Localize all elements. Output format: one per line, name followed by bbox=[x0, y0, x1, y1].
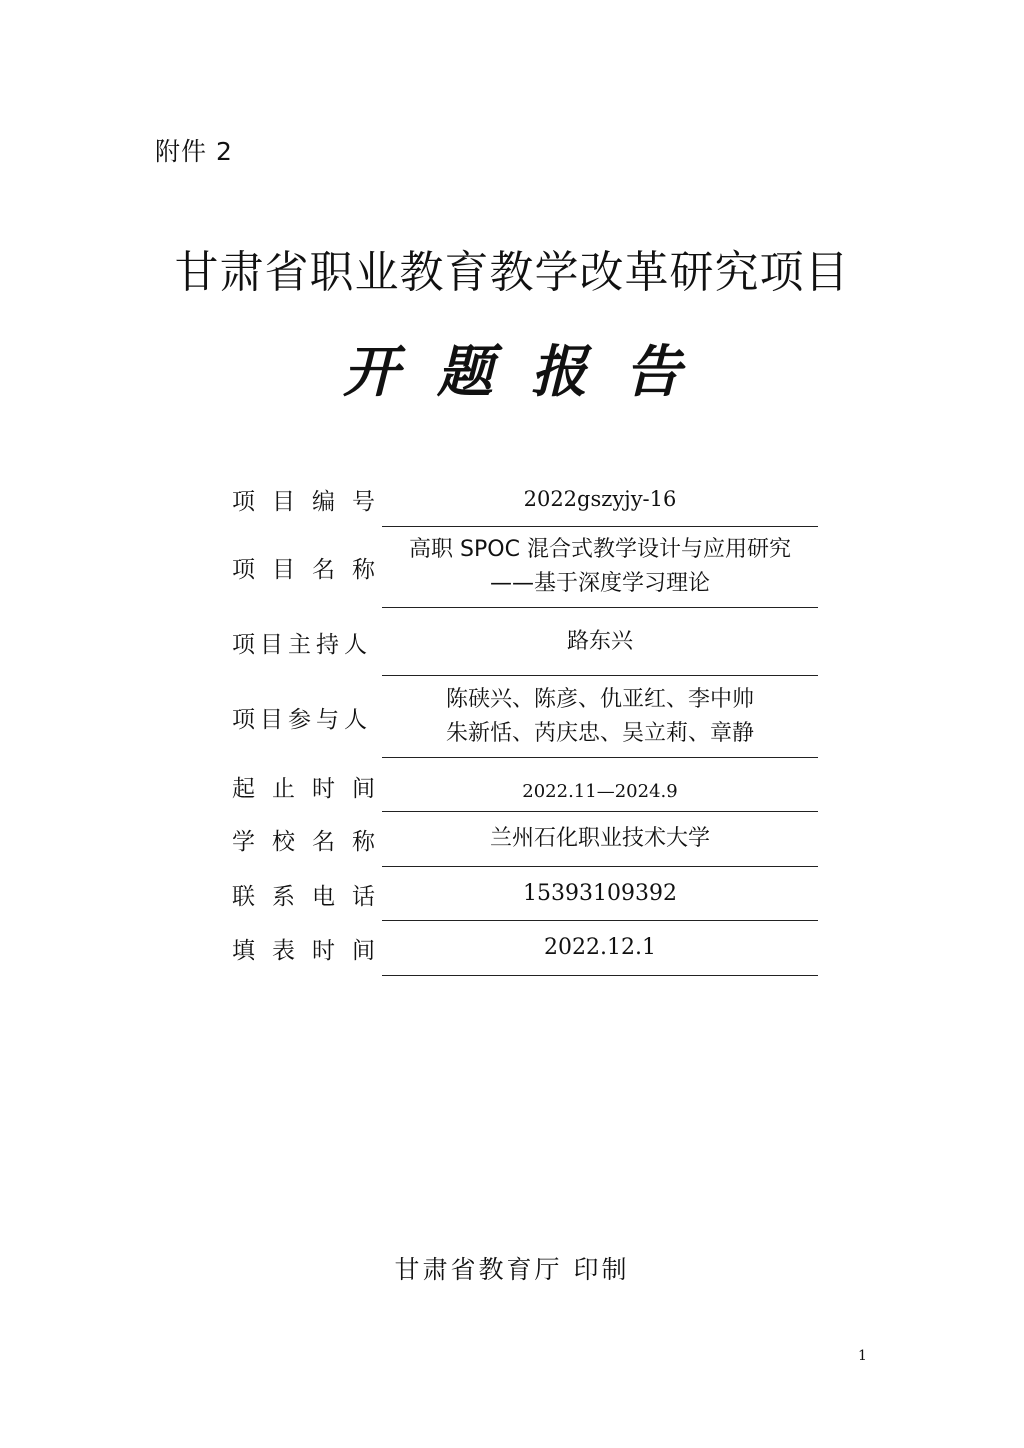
participants-line2: 朱新恬、芮庆忠、吴立莉、章静 bbox=[445, 720, 754, 746]
participants-line1: 陈硖兴、陈彦、仇亚红、李中帅 bbox=[445, 686, 754, 712]
fill-date-row bbox=[232, 921, 818, 976]
project-participants-value bbox=[382, 676, 818, 758]
document-title: 甘肃省职业教育教学改革研究项目 bbox=[174, 247, 850, 298]
fill-date-label: 填表时间 bbox=[232, 938, 392, 964]
project-host-row bbox=[232, 608, 818, 676]
school-name-label: 学校名称 bbox=[232, 829, 392, 855]
report-title: 开题报告 bbox=[343, 339, 719, 405]
start-end-time-label: 起止时间 bbox=[232, 776, 392, 802]
project-name-row bbox=[232, 527, 818, 608]
school-name-row bbox=[232, 812, 818, 867]
project-number-label: 项目编号 bbox=[232, 489, 392, 515]
attachment-label: 附件 2 bbox=[155, 137, 233, 166]
project-name-label: 项目名称 bbox=[232, 557, 392, 583]
school-name-value: 兰州石化职业技术大学 bbox=[382, 812, 818, 867]
project-info-table bbox=[232, 472, 818, 976]
project-name-line2: ——基于深度学习理论 bbox=[489, 571, 710, 596]
project-number-value: 2022gszyjy-16 bbox=[382, 472, 818, 527]
contact-phone-label: 联系电话 bbox=[232, 883, 392, 910]
project-name-line1: 高职 SPOC 混合式教学设计与应用研究 bbox=[409, 537, 791, 562]
project-name-value bbox=[382, 527, 818, 608]
project-participants-row bbox=[232, 676, 818, 758]
start-end-time-row bbox=[232, 758, 818, 812]
start-end-time-value: 2022.11—2024.9 bbox=[382, 758, 818, 812]
project-number-row bbox=[232, 472, 818, 527]
contact-phone-row bbox=[232, 867, 818, 921]
contact-phone-value: 15393109392 bbox=[382, 867, 818, 921]
page-number: 1 bbox=[858, 1348, 867, 1364]
project-host-value: 路东兴 bbox=[382, 608, 818, 676]
fill-date-value: 2022.12.1 bbox=[382, 921, 818, 976]
project-host-label: 项目主持人 bbox=[232, 631, 372, 658]
project-participants-label: 项目参与人 bbox=[232, 706, 372, 733]
issuer-footer: 甘肃省教育厅 印制 bbox=[394, 1255, 630, 1284]
